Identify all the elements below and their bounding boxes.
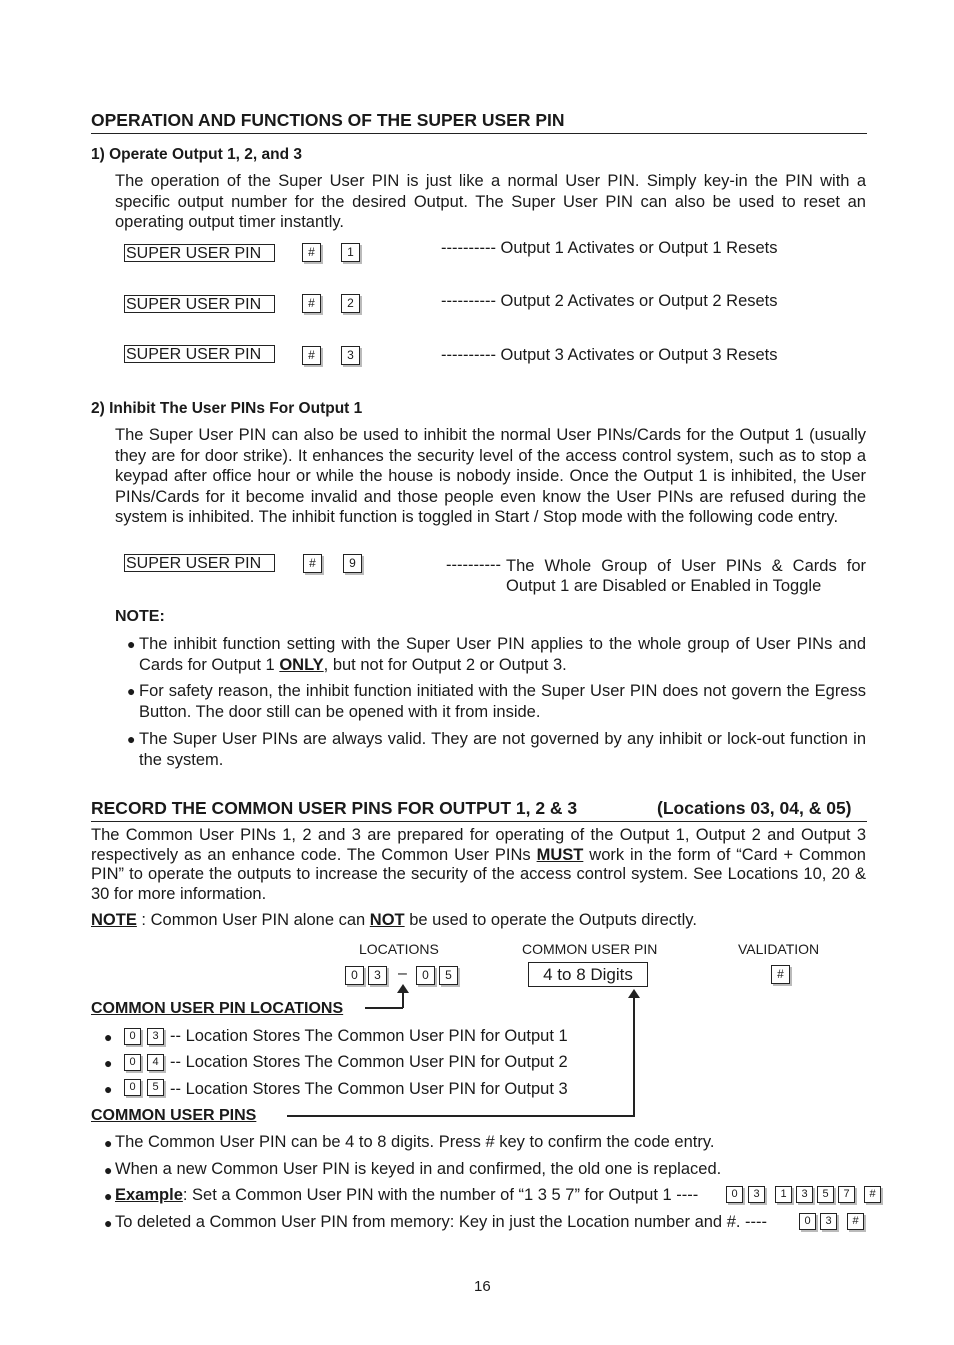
sub2-heading: 2) Inhibit The User PINs For Output 1	[91, 400, 363, 417]
sub1-heading: 1) Operate Output 1, 2, and 3	[91, 146, 303, 163]
location-item-text: -- Location Stores The Common User PIN for Output 3	[170, 1080, 568, 1098]
section2-title: RECORD THE COMMON USER PINS FOR OUTPUT 1, 2 & 3	[91, 798, 578, 818]
row-description-line1: The Whole Group of User PINs & Cards for	[506, 557, 866, 575]
digit-key: 3	[341, 346, 360, 365]
row-dashes: ----------	[446, 556, 501, 574]
pins-heading: COMMON USER PINS	[91, 1107, 257, 1124]
example-pin-key: 1	[775, 1186, 792, 1203]
super-user-pin-box: SUPER USER PIN	[124, 244, 275, 262]
section1-rule	[91, 133, 867, 134]
col-validation-label: VALIDATION	[738, 941, 820, 957]
section2-locations: (Locations 03, 04, & 05)	[657, 798, 852, 818]
bullet-dot: ●	[104, 1188, 113, 1204]
section1-title: OPERATION AND FUNCTIONS OF THE SUPER USER PIN	[91, 110, 565, 130]
location-key: 0	[345, 966, 364, 985]
col-locations-label: LOCATIONS	[359, 941, 439, 957]
digit-key: 9	[343, 554, 362, 573]
location-key: 3	[368, 966, 387, 985]
pins-bullet-2: When a new Common User PIN is keyed in and confirmed, the old one is replaced.	[115, 1160, 722, 1178]
pins-bullet-4: To deleted a Common User PIN from memory: Key in just the Location number and #. ----	[115, 1213, 768, 1231]
bullet-dot: ●	[104, 1215, 113, 1231]
bullet-dot: ●	[104, 1081, 113, 1097]
common-pin-connector-vertical	[633, 996, 635, 1116]
row-description: ---------- Output 2 Activates or Output 2 Resets	[441, 292, 778, 310]
location-key: 0	[124, 1079, 141, 1096]
locations-arrow-icon	[397, 984, 409, 993]
locations-connector-horizontal	[365, 1007, 403, 1009]
row-description: ---------- Output 1 Activates or Output 1 Resets	[441, 239, 778, 257]
pins-bullet-1: The Common User PIN can be 4 to 8 digits. Press # key to confirm the code entry.	[115, 1133, 715, 1151]
pins-bullet-3: Example: Set a Common User PIN with the number of “1 3 5 7” for Output 1 ----	[115, 1186, 699, 1204]
row-description-line2: Output 1 are Disabled or Enabled in Toggle	[506, 577, 822, 595]
bullet-dot: ●	[104, 1135, 113, 1151]
location-key: 5	[439, 966, 458, 985]
digit-key: 1	[341, 243, 360, 262]
location-item-text: -- Location Stores The Common User PIN for Output 1	[170, 1027, 568, 1045]
common-pin-connector-horizontal	[287, 1115, 635, 1117]
location-key: 0	[124, 1028, 141, 1045]
super-user-pin-box: SUPER USER PIN	[124, 554, 275, 572]
example-pin-key: 3	[796, 1186, 813, 1203]
row-description: ---------- Output 3 Activates or Output 3 Resets	[441, 346, 778, 364]
location-item-text: -- Location Stores The Common User PIN for Output 2	[170, 1053, 568, 1071]
sub2-text: The Super User PIN can also be used to inhibit the normal User PINs/Cards for the Output 1 (usually they are for door strike). It enhances the security level of the access control system, such as to stop a keypad after office hour or while the house is nobody inside. Once the Output 1 is inhibited, the User PINs/Cards for it become invalid and those people even know the User PINs are refused during the system is inhibited. The inhibit function is toggled in Start / Stop mode with the following code entry.	[115, 426, 866, 526]
super-user-pin-box: SUPER USER PIN	[124, 295, 275, 313]
example-hash-key: #	[864, 1186, 881, 1203]
example-pin-key: 5	[817, 1186, 834, 1203]
location-key: 5	[147, 1079, 164, 1096]
section2-note: NOTE : Common User PIN alone can NOT be used to operate the Outputs directly.	[91, 911, 697, 929]
col-common-pin-label: COMMON USER PIN	[522, 941, 658, 957]
delete-location-key: 3	[820, 1213, 837, 1230]
hash-key: #	[302, 243, 321, 262]
example-location-key: 0	[726, 1186, 743, 1203]
section2-intro: The Common User PINs 1, 2 and 3 are prepared for operating of the Output 1, Output 2 and Output 3 respectively as an enhance code. The Common User PINs MUST work in the form of “Card + Common PIN” to operate the outputs to increase the security of the access control system. See Locations 10, 20 & 30 for more information.	[91, 826, 866, 903]
must-emphasis: MUST	[536, 845, 584, 864]
sub1-text: The operation of the Super User PIN is just like a normal User PIN. Simply key-in the PIN with a specific output number for the desired Output. The Super User PIN can also be used to reset an operating output timer instantly.	[115, 172, 866, 231]
bullet-dot: ●	[127, 636, 136, 652]
page-number: 16	[474, 1278, 491, 1295]
note-label: NOTE:	[115, 608, 165, 625]
digit-key: 2	[341, 294, 360, 313]
section2-rule	[91, 821, 867, 822]
validation-hash-key: #	[771, 965, 790, 984]
delete-location-key: 0	[799, 1213, 816, 1230]
note-bullet-3: The Super User PINs are always valid. They are not governed by any inhibit or lock-out function in the system.	[139, 730, 866, 769]
bullet-dot: ●	[104, 1055, 113, 1071]
common-pin-arrow-icon	[628, 989, 640, 998]
bullet-dot: ●	[104, 1029, 113, 1045]
location-key: 4	[147, 1054, 164, 1071]
note-bullet-2: For safety reason, the inhibit function initiated with the Super User PIN does not govern the Egress Button. The door still can be opened with it from inside.	[139, 682, 866, 721]
example-label: Example	[115, 1186, 183, 1204]
delete-hash-key: #	[847, 1213, 864, 1230]
example-location-key: 3	[748, 1186, 765, 1203]
note-bullet-1: The inhibit function setting with the Super User PIN applies to the whole group of User PINs and Cards for Output 1 ONLY, but not for Output 2 or Output 3.	[139, 635, 866, 674]
example-pin-key: 7	[838, 1186, 855, 1203]
hash-key: #	[302, 346, 321, 365]
location-key: 0	[124, 1054, 141, 1071]
bullet-dot: ●	[127, 731, 136, 747]
bullet-dot: ●	[127, 683, 136, 699]
location-key: 0	[416, 966, 435, 985]
range-dash: –	[398, 965, 407, 982]
locations-heading: COMMON USER PIN LOCATIONS	[91, 1000, 344, 1017]
location-key: 3	[147, 1028, 164, 1045]
digits-box: 4 to 8 Digits	[528, 962, 648, 987]
super-user-pin-box: SUPER USER PIN	[124, 345, 275, 363]
bullet-dot: ●	[104, 1162, 113, 1178]
only-emphasis: ONLY	[279, 655, 324, 674]
hash-key: #	[302, 294, 321, 313]
hash-key: #	[303, 554, 322, 573]
